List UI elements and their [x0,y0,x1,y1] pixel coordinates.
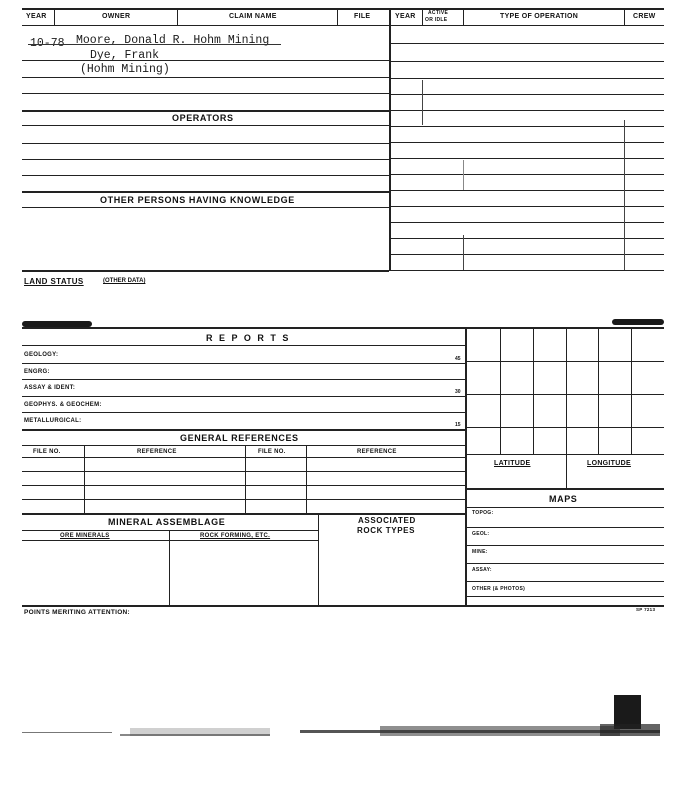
ruled-line [22,412,465,413]
grid-line [465,488,664,490]
ruled-line [22,93,389,94]
ruled-line [389,158,664,159]
report-number: 15 [455,422,461,428]
operators-title: OPERATORS [172,113,234,123]
ruled-line [22,143,389,144]
top-border [22,8,664,10]
grid-line [465,394,664,395]
ruled-line [465,507,664,508]
form-number: SP 7213 [636,607,656,612]
ruled-line [389,126,664,127]
grid-line [598,327,599,454]
ruled-line [22,125,389,126]
ruled-line [389,238,664,239]
ruled-line [22,471,465,472]
column-fragment [463,160,464,190]
ruled-line [22,207,389,208]
land-status-title: LAND STATUS [24,277,84,286]
mineral-assemblage-title: MINERAL ASSEMBLAGE [108,517,226,527]
scan-noise-band [0,690,678,780]
associated-title: ASSOCIATED [358,516,416,525]
engrg-label: ENGRG: [24,369,50,375]
grid-line [465,454,664,455]
header-divider [177,8,178,25]
column-divider [318,513,319,605]
grid-line [533,327,534,454]
points-meriting-attention: POINTS MERITING ATTENTION: [24,609,131,616]
assay-label: ASSAY & IDENT: [24,385,76,391]
ruled-line [465,581,664,582]
ruled-line [389,254,664,255]
ruled-line [22,77,389,78]
ruled-line [389,78,664,79]
grid-line [465,361,664,362]
ore-minerals-header: ORE MINERALS [60,533,110,539]
ruled-line [22,457,465,458]
ruled-line [22,396,465,397]
header-bottom-line [22,25,664,26]
ruled-line [389,222,664,223]
grid-line [465,427,664,428]
header-divider [624,8,625,25]
ruled-line [22,270,389,272]
header-year: YEAR [26,13,47,20]
ruled-line [22,530,318,531]
strike-through-line [28,44,281,45]
upper-main-divider [389,8,391,270]
header-or-idle: OR IDLE [425,17,448,23]
rock-forming-header: ROCK FORMING, ETC. [200,533,271,539]
grid-line [566,454,567,488]
rock-types-title: ROCK TYPES [357,526,416,535]
column-fragment [624,120,625,270]
scan-artifact-block [614,695,641,729]
topog-label: TOPOG: [472,510,494,516]
scan-artifact [612,319,664,325]
geol-label: GEOL: [472,531,490,537]
ruled-line [465,563,664,564]
entry-year: 10-78 [30,37,65,50]
ruled-line [22,499,465,500]
grid-line [631,327,632,454]
header-active: ACTIVE [428,10,449,16]
header-claim-name: CLAIM NAME [229,13,277,20]
ruled-line [465,545,664,546]
ruled-line [465,596,664,597]
grid-line [500,327,501,454]
ruled-line [22,429,465,431]
ruled-line [389,110,664,111]
ruled-line [22,485,465,486]
ruled-line [389,94,664,95]
latitude-label: LATITUDE [494,460,531,467]
assay-map-label: ASSAY: [472,567,492,573]
ruled-line [389,43,664,44]
header-divider [54,8,55,25]
header-owner: OWNER [102,13,131,20]
header-divider [337,8,338,25]
geophys-label: GEOPHYS. & GEOCHEM: [24,402,102,408]
column-divider [245,445,246,513]
ruled-line [389,270,664,271]
ruled-line [22,379,465,380]
ruled-line [22,345,465,346]
geology-label: GEOLOGY: [24,352,59,358]
file-no-header-2: FILE NO. [258,449,286,455]
scan-artifact-band [130,728,270,736]
ruled-line [22,445,465,446]
entry-owner-claim: Moore, Donald R. Hohm Mining [76,34,270,47]
scan-artifact-band [380,726,620,736]
column-divider [169,530,170,605]
ruled-line [22,60,389,61]
ruled-line [22,513,465,515]
file-no-header-1: FILE NO. [33,449,61,455]
scan-artifact-band [600,724,660,736]
ruled-line [22,175,389,176]
header-file: FILE [354,13,371,20]
metallurgical-label: METALLURGICAL: [24,418,82,424]
reports-top-border [22,327,664,329]
entry-owner-2: Dye, Frank [90,49,160,62]
entry-owner-3: (Hohm Mining) [80,63,170,76]
maps-title: MAPS [549,494,578,504]
header-divider [463,8,464,25]
header-type-of-operation: TYPE OF OPERATION [500,13,579,20]
ruled-line [22,605,664,607]
ruled-line [22,191,389,193]
mine-label: MINE: [472,549,488,555]
ruled-line [22,159,389,160]
column-fragment [463,235,464,270]
ruled-line [465,527,664,528]
other-persons-title: OTHER PERSONS HAVING KNOWLEDGE [100,195,295,205]
other-photos-label: OTHER (& PHOTOS) [472,586,526,592]
reports-title: R E P O R T S [206,333,291,343]
ruled-line [22,363,465,364]
ruled-line [22,540,318,541]
header-year-2: YEAR [395,13,416,20]
ruled-line [389,190,664,191]
general-references-title: GENERAL REFERENCES [180,433,299,443]
column-fragment [422,80,423,125]
ruled-line [22,110,389,112]
report-number: 45 [455,356,461,362]
land-status-subtitle: (OTHER DATA) [103,278,146,284]
ruled-line [389,206,664,207]
scan-artifact-band [22,732,112,733]
ruled-line [389,61,664,62]
reference-header-1: REFERENCE [137,449,177,455]
report-number: 30 [455,389,461,395]
header-crew: CREW [633,13,656,20]
reference-header-2: REFERENCE [357,449,397,455]
ruled-line [389,142,664,143]
grid-line [566,327,567,454]
longitude-label: LONGITUDE [587,460,631,467]
ruled-line [389,174,664,175]
column-divider [84,445,85,513]
column-divider [306,445,307,513]
header-divider [422,8,423,25]
